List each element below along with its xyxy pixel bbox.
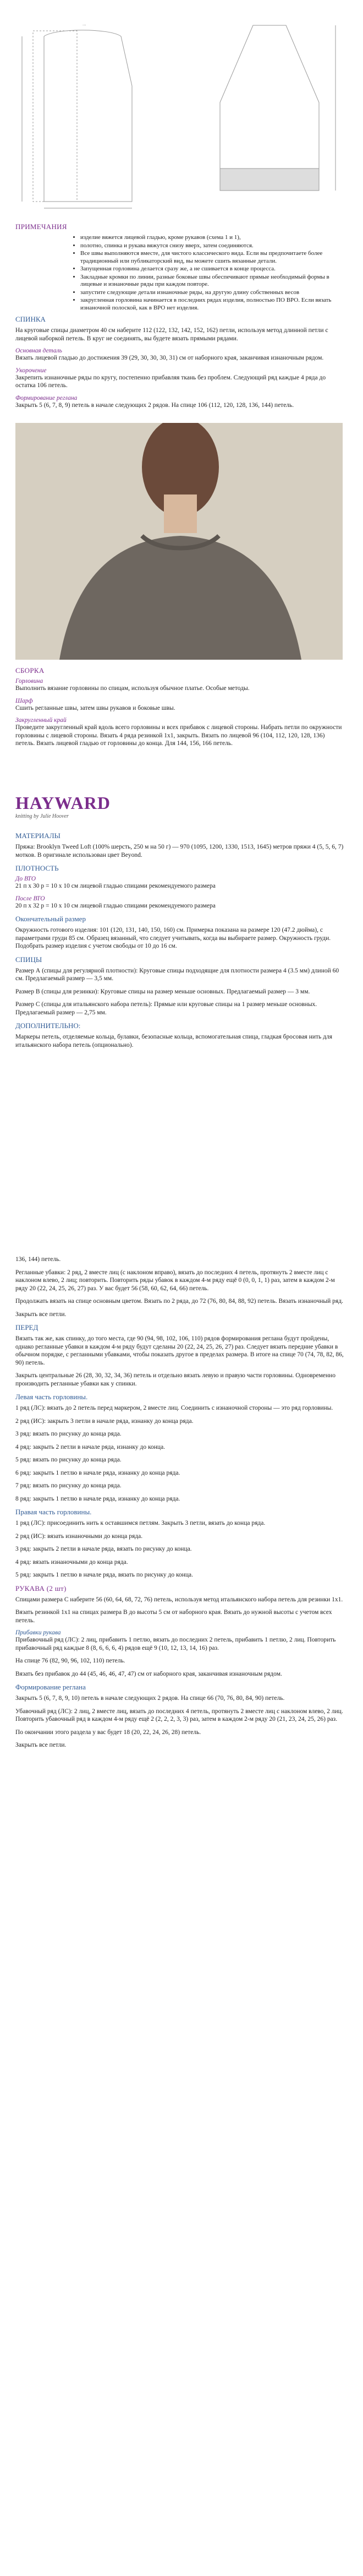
sleeves-p1: Спицами размера C наберите 56 (60, 64, 68, 72, 76) петель, используя метод итальянского набора петель для резинки 1x1.	[15, 1596, 343, 1603]
note-item: • полотно, спинка и рукава вяжутся снизу вверх, затем соединяются.	[80, 242, 345, 250]
note-item: • изделие вяжется лицевой гладью, кроме рукавов (схема 1 и 1),	[80, 234, 345, 242]
needles-heading: СПИЦЫ	[15, 955, 42, 964]
raglan-heading: Формирование реглана	[15, 1683, 86, 1691]
assembly-p3: Проведите закругленный край вдоль всего горловины и всех прибавок с лицевой стороны. Набрать петли по окружности горловины с лицевой стороны. Вязать 4 ряда резинкой 1x1, закрыть. Вязать по лицевой 96 (104, 112, 120, 128, 136) петель. Вязать лицевой гладью от горловины до конца. Для 144, 156, 166 петель.	[15, 724, 342, 747]
assembly-sub-1: Горловина	[15, 678, 43, 684]
needles-p1: Размер А (спицы для регулярной плотности): Круговые спицы подходящие для плотности размера 4 (3.5 мм) длиной 60 см. Предлагаемый размер — 3,5 мм.	[15, 967, 339, 982]
back-section	[15, 315, 345, 414]
right-item: 5 ряд: закрыть 1 петлю в начале ряда, вязать по рисунку до конца.	[15, 1572, 193, 1578]
front-heading: ПЕРЕД	[15, 1323, 38, 1332]
left-item: 7 ряд: вязать по рисунку до конца ряда.	[15, 1482, 122, 1489]
sleeves-heading: РУКАВА (2 шт)	[15, 1584, 67, 1593]
raglan-text-2: Продолжать вязать на спице основным цветом. Вязать по 2 ряда, до 72 (76, 80, 84, 88, 92) петель. Вязать изнаночный ряд.	[15, 1298, 343, 1305]
assembly-p2: Сшить регланные швы, затем швы рукавов и боковые швы.	[15, 704, 175, 711]
pattern-byline: knitting by Julie Hoover	[15, 813, 69, 819]
assembly-heading: СБОРКА	[15, 666, 45, 675]
schematic-diagram	[11, 3, 352, 213]
left-item: 8 ряд: закрыть 1 петлю в начале ряда, изнанку до конца ряда.	[15, 1495, 180, 1502]
raglan-p1: Закрыть 5 (6, 7, 8, 9, 10) петель в начале следующих 2 рядов. На спице 66 (70, 76, 80, 84, 90) петель.	[15, 1695, 285, 1702]
gauge-p1: 21 п x 30 р = 10 x 10 см лицевой гладью спицами рекомендуемого размера	[15, 883, 216, 889]
left-item: 5 ряд: вязать по рисунку до конца ряда.	[15, 1457, 122, 1463]
size-heading: Окончательный размер	[15, 915, 86, 923]
extra-heading: ДОПОЛНИТЕЛЬНО:	[15, 1021, 81, 1030]
front-p2: Закрыть центральные 26 (28, 30, 32, 34, 36) петель и отдельно вязать левую и правую части горловины. Одновременно производить регланные убавки как у спинки.	[15, 1372, 336, 1387]
sleeve-schematic	[220, 25, 336, 191]
needles-p3: Размер С (спицы для итальянского набора петель): Прямые или круговые спицы на 1 размер меньше основных. Предлагаемый размер — 2,75 мм.	[15, 1001, 317, 1016]
back-p2: Закрепить изнаночные ряды по кругу, постепенно прибавляя ткань без проблем. Следующий ряд каждые 4 ряда до остатка 106 петель.	[15, 374, 326, 389]
raglan-p3: По окончании этого раздела у вас будет 18 (20, 22, 24, 26, 28) петель.	[15, 1729, 201, 1736]
right-heading: Правая часть горловины.	[15, 1508, 92, 1516]
note-item: • Все швы выполняются вместе, для чистого классического вида. Если вы предпочитаете более традиционный или публикаторский вид, вы можете сшить вязанные детали.	[80, 250, 345, 265]
gauge-sub-1: До ВТО	[15, 876, 36, 882]
back-sub-2: Укорочение	[15, 367, 47, 374]
notes-section	[15, 222, 345, 312]
front-p1: Вязать так же, как спинку, до того места, где 90 (94, 98, 102, 106, 110) рядов формирования реглана будут пройдены, однако регланные убавки в каждом 4-м ряду будут сделаны 20 (22, 24, 25, 26, 27) раз. Следует вязать передние убавки в обычном порядке, с регланными убавками, чтобы показать другое в пределах размера. В итоге на спице 70 (74, 78, 82, 86, 90) петель.	[15, 1335, 344, 1366]
right-item: 3 ряд: закрыть 2 петли в начале ряда, вязать по рисунку до конца.	[15, 1546, 192, 1552]
back-sub-1: Основная деталь	[15, 347, 62, 354]
body-schematic	[22, 30, 132, 208]
back-p3: Закрыть 5 (6, 7, 8, 9) петель в начале следующих 2 рядов. На спице 106 (112, 120, 128, 136, 144) петель.	[15, 401, 294, 409]
back-p1: Вязать лицевой гладью до достижения 39 (29, 30, 30, 30, 31) см от наборного края, заканчивая изнаночным рядом.	[15, 355, 324, 361]
note-item: • закругленная горловина начинается в последних рядах изделия, полностью ПО ВРО. Если вязать изнаночной полоской, как в ВРО нет изделия.	[80, 297, 345, 312]
sleeves-p2: Вязать резинкой 1x1 на спицах размера B до высоты 5 см от наборного края. Вязать до нужной высоты с учетом всех петель.	[15, 1609, 332, 1624]
left-item: 4 ряд: закрыть 2 петли в начале ряда, изнанку до конца.	[15, 1443, 166, 1450]
assembly-p1: Выполнить вязание горловины по спицам, используя обычное платье. Особые методы.	[15, 685, 250, 692]
sleeves-sub: Прибавки рукава	[15, 1629, 61, 1636]
left-heading: Левая часть горловины.	[15, 1393, 88, 1401]
note-item: • Запущенная горловина делается сразу же, а не сшивается в конце процесса.	[80, 265, 345, 273]
sleeves-p4: На спице 76 (82, 90, 96, 102, 110) петель.	[15, 1657, 125, 1664]
svg-text:...: ...	[82, 21, 86, 26]
right-item: 1 ряд (ЛС): присоединить нить к оставшимся петлям. Закрыть 3 петли, вязать до конца ряда.	[15, 1520, 266, 1526]
gauge-sub-2: После ВТО	[15, 895, 45, 902]
pattern-title: HAYWARD	[15, 793, 111, 813]
back-heading: СПИНКА	[15, 315, 46, 323]
gauge-heading: ПЛОТНОСТЬ	[15, 864, 59, 872]
sweater-photo-illustration	[15, 423, 343, 660]
materials-text: Пряжа: Brooklyn Tweed Loft (100% шерсть, 250 м на 50 г) — 970 (1095, 1200, 1330, 1513, 1645) метров пряжи 4 (5, 5, 6, 7) мотков. В оригинале использован цвет Beyond.	[15, 844, 344, 858]
note-item: • Закладные кромки по линии, разные боковые швы обеспечивают прямые необходимый формы в лицевые и изнаночные ряды при каждом повторе.	[80, 274, 345, 289]
back-intro: На круговые спицы диаметром 40 см наберите 112 (122, 132, 142, 152, 162) петли, используя метод длинной петли с лицевой наборкой петель. В круг не соединять, вы будете вязать прямыми рядами.	[15, 327, 328, 342]
assembly-section	[15, 666, 345, 753]
right-item: 2 ряд (ИС): вязать изнаночными до конца ряда.	[15, 1532, 143, 1540]
size-text: Окружность готового изделия: 101 (120, 131, 140, 150, 160) см. Примерка показана на размере 120 (47.2 дюйма), с параметрами груди 85 см. Образец вязанный, что следует учитывать, когда вы выбираете размер. Окружность груди. Подобрать размер изделия с учетом свободы от 10 до 16 см.	[15, 927, 331, 949]
assembly-sub-2: Шарф	[15, 697, 33, 704]
hayward-section	[15, 793, 345, 1054]
back-sub-3: Формирование реглана	[15, 394, 78, 401]
left-item: 3 ряд: вязать по рисунку до конца ряда.	[15, 1431, 122, 1437]
gauge-p2: 20 п x 32 р = 10 x 10 см лицевой гладью спицами рекомендуемого размера	[15, 902, 216, 909]
left-item: 1 ряд (ЛС): вязать до 2 петель перед маркером, 2 вместе лиц. Соединить с изнаночной стороны — это ряд горловины.	[15, 1405, 333, 1411]
materials-heading: МАТЕРИАЛЫ	[15, 832, 61, 840]
sleeves-p5: Вязать без прибавок до 44 (45, 46, 46, 47, 47) см от наборного края, заканчивая изнаночным рядом.	[15, 1670, 282, 1677]
assembly-sub-3: Закругленный край	[15, 717, 67, 724]
sleeves-p3: Прибавочный ряд (ЛС): 2 лиц, прибавить 1 петлю, вязать до последних 2 петель, прибавить 1 петлю, 2 лиц. Повторить прибавочный ряд каждые 8 (8, 6, 6, 6, 4) рядов ещё 9 (10, 12, 13, 14, 16) раз.	[15, 1637, 336, 1651]
raglan-p2: Убавочный ряд (ЛС): 2 лиц, 2 вместе лиц, вязать до последних 4 петель, протянуть 2 вместе лиц с наклоном влево, 2 лиц. Повторить убавочный ряд в каждом 4-м ряду ещё 2 (2, 2, 2, 3, 3) раз, затем в каждом 2-м ряду 20 (21, 23, 24, 25, 26) раз.	[15, 1708, 343, 1722]
instructions-section	[15, 1256, 345, 1754]
notes-list	[15, 234, 345, 312]
model-photo	[15, 423, 343, 660]
raglan-p4: Закрыть все петли.	[15, 1742, 67, 1748]
notes-heading: ПРИМЕЧАНИЯ	[15, 222, 67, 231]
note-item: • запустите следующие детали изнаночные ряды, на другую длину собственных весов	[80, 289, 345, 297]
raglan-text: Регланные убавки: 2 ряд, 2 вместе лиц (с наклоном вправо), вязать до последних 4 петель, протянуть 2 вместе лиц с наклоном влево, 2 лиц; повторить. Повторить ряды убавок в каждом 4-м ряду ещё 0 (0, 0, 1, 1) раз, затем в каждом 2-м ряду 20 (22, 24, 25, 26, 27) раз. У вас будет 56 (58, 60, 62, 64, 66) петель.	[15, 1269, 335, 1292]
left-item: 6 ряд: закрыть 1 петлю в начале ряда, изнанку до конца ряда.	[15, 1469, 180, 1476]
needles-p2: Размер В (спицы для резинки): Круговые спицы на размер меньше основных. Предлагаемый размер — 3 мм.	[15, 988, 310, 995]
left-item: 2 ряд (ИС): закрыть 3 петли в начале ряда, изнанку до конца ряда.	[15, 1417, 194, 1425]
intro-text: 136, 144) петель.	[15, 1256, 61, 1263]
right-item: 4 ряд: вязать изнаночными до конца ряда.	[15, 1558, 128, 1566]
close-text: Закрыть все петли.	[15, 1311, 67, 1318]
extra-text: Маркеры петель, отделяемые кольца, булавки, безопасные кольца, вспомогательная спица, гладкая бросовая нить для итальянского набора петель (опционально).	[15, 1034, 333, 1048]
